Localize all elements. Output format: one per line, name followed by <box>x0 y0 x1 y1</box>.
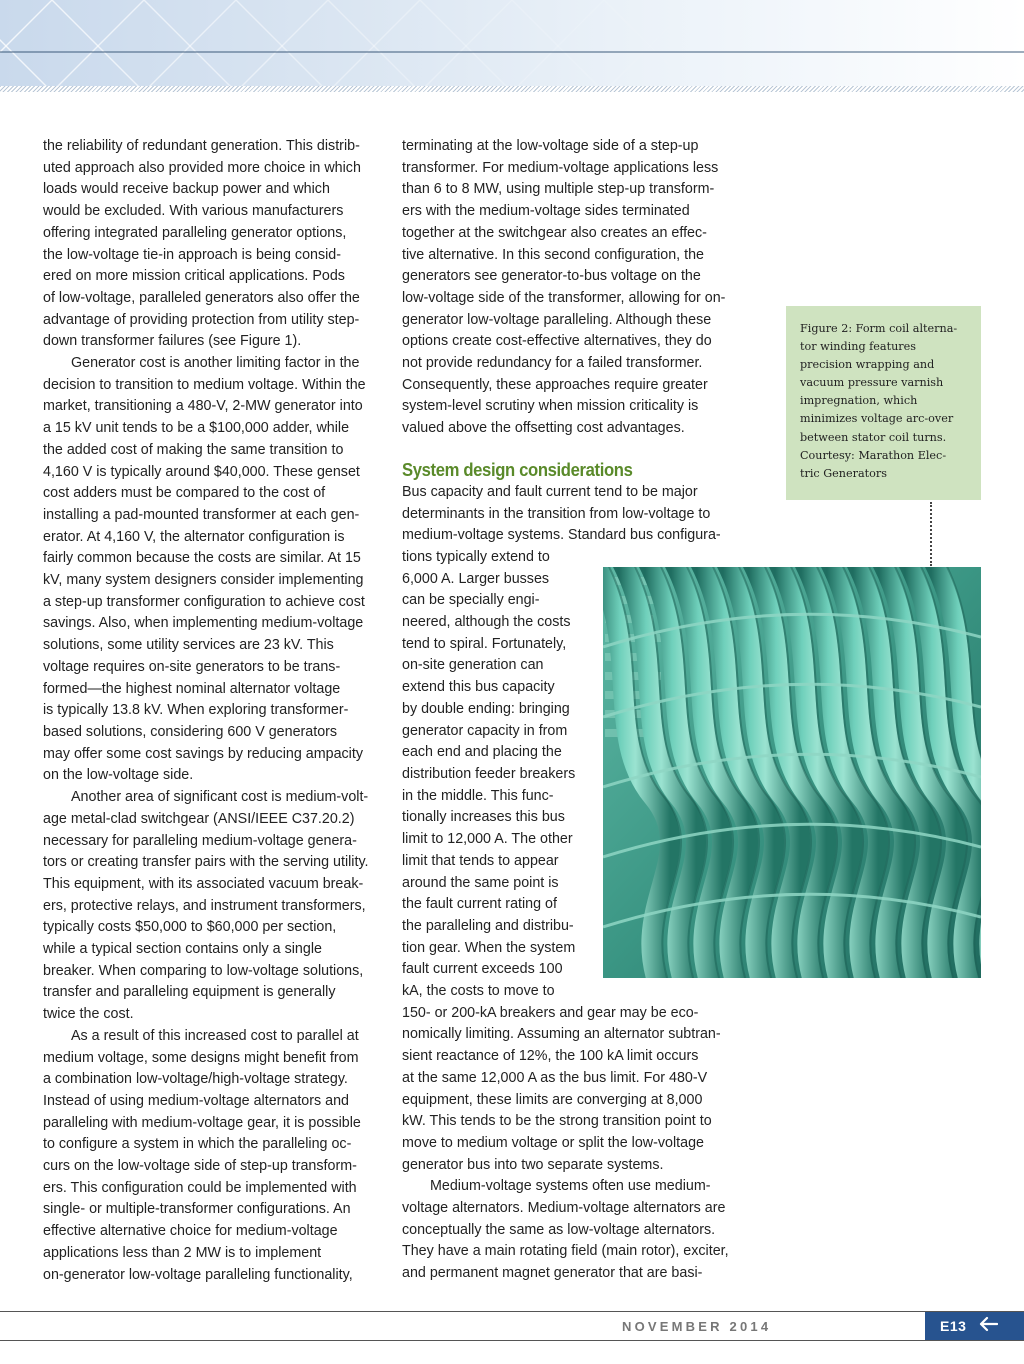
body-text-line: ers. This configuration could be implemented with <box>43 1179 357 1196</box>
body-text-line: transformer. For medium-voltage applications less <box>402 159 719 176</box>
body-text-line: kA, the costs to move to <box>402 983 555 1000</box>
body-text-line: installing a pad-mounted transformer at each gen- <box>43 506 360 523</box>
issue-date: NOVEMBER 2014 <box>622 1319 772 1334</box>
body-text-line: and permanent magnet generator that are basi- <box>402 1265 703 1282</box>
section-heading: System design considerations <box>402 458 633 480</box>
caption-line: minimizes voltage arc-over <box>800 412 954 426</box>
body-text-line: by double ending: bringing <box>402 700 570 717</box>
body-text-line: in the middle. This func- <box>402 787 554 804</box>
body-text-line: solutions, some utility services are 23 kV. This <box>43 637 334 654</box>
arrow-left-icon[interactable] <box>978 1316 998 1337</box>
left-text-column <box>43 136 388 1286</box>
caption-line: tor winding features <box>800 340 916 354</box>
body-text-line: Instead of using medium-voltage alternators and <box>43 1092 349 1109</box>
body-text-line: age metal-clad switchgear (ANSI/IEEE C37.20.2) <box>43 810 355 827</box>
body-text-line: kV, many system designers consider implementing <box>43 572 364 589</box>
body-text-line: generator bus into two separate systems. <box>402 1156 664 1173</box>
body-text-line: tive alternative. In this second configuration, the <box>402 246 705 263</box>
caption-line: impregnation, which <box>800 394 918 408</box>
body-text-line: a step-up transformer configuration to achieve cost <box>43 593 365 610</box>
body-text-line: low-voltage side of the transformer, allowing for on- <box>402 289 726 306</box>
body-text-line: ers, protective relays, and instrument transformers, <box>43 897 366 914</box>
body-text-line: Medium-voltage systems often use medium- <box>430 1178 711 1195</box>
body-text-line: of low-voltage, paralleled generators also offer the <box>43 289 360 306</box>
body-text-line: a 15 kV unit tends to be a $100,000 adder, while <box>43 420 350 437</box>
body-text-line: voltage alternators. Medium-voltage alternators are <box>402 1200 726 1217</box>
body-text-line: generator low-voltage paralleling. Although these <box>402 311 712 328</box>
header-banner <box>0 0 1024 92</box>
body-text-line: ered on more mission critical applications. Pods <box>43 268 345 285</box>
body-text-line: determinants in the transition from low-voltage to <box>402 505 711 522</box>
body-text-line: may offer some cost savings by reducing ampacity <box>43 745 363 762</box>
body-text-line: based solutions, considering 600 V generators <box>43 723 338 740</box>
caption-line: between stator coil turns. <box>800 430 947 444</box>
body-text-line: generators see generator-to-bus voltage on the <box>402 268 701 285</box>
body-text-line: voltage requires on-site generators to be trans- <box>43 658 341 675</box>
banner-pattern <box>0 0 1024 92</box>
body-text-line: fault current exceeds 100 <box>402 961 563 978</box>
body-text-line: fairly common because the costs are similar. At 15 <box>43 550 361 567</box>
body-text-line: 4,160 V is typically around $40,000. These genset <box>43 463 360 480</box>
body-text-line: while a typical section contains only a single <box>43 941 322 958</box>
caption-line: precision wrapping and <box>800 358 935 372</box>
body-text-line: system-level scrutiny when mission criticality is <box>402 398 699 415</box>
body-text-line: offering integrated paralleling generator options, <box>43 224 347 241</box>
body-text-line: limit that tends to appear <box>402 852 559 869</box>
body-text-line: medium-voltage systems. Standard bus configura- <box>402 527 721 544</box>
body-text-line: Consequently, these approaches require greater <box>402 376 708 393</box>
coil-illustration <box>603 567 981 978</box>
body-text-line: generator capacity in from <box>402 722 568 739</box>
body-text-line: extend this bus capacity <box>402 679 555 696</box>
body-text-line: tors or creating transfer pairs with the serving utility. <box>43 854 369 871</box>
body-text-line: necessary for paralleling medium-voltage genera- <box>43 832 357 849</box>
caption-line: vacuum pressure varnish <box>800 376 944 390</box>
body-text-line: loads would receive backup power and which <box>43 181 330 198</box>
body-text-line: on-site generation can <box>402 657 544 674</box>
body-text-line: They have a main rotating field (main rotor), exciter, <box>402 1243 729 1260</box>
body-text-line: tend to spiral. Fortunately, <box>402 635 567 652</box>
body-text-line: erator. At 4,160 V, the alternator configuration is <box>43 528 345 545</box>
body-text-line: tionally increases this bus <box>402 809 565 826</box>
body-text-line: breaker. When comparing to low-voltage solutions, <box>43 962 364 979</box>
body-text-line: single- or multiple-transformer configurations. An <box>43 1201 351 1218</box>
body-text-line: would be excluded. With various manufacturers <box>43 203 344 220</box>
body-text-line: savings. Also, when implementing medium-voltage <box>43 615 364 632</box>
body-text-line: around the same point is <box>402 874 559 891</box>
body-text-line: the added cost of making the same transition to <box>43 441 344 458</box>
body-text-line: can be specially engi- <box>402 592 540 609</box>
body-text-line: together at the switchgear also creates an effec- <box>402 224 707 241</box>
body-text-line: Another area of significant cost is medium-volt- <box>71 789 369 806</box>
caption-leader-line <box>930 502 932 566</box>
body-text-line: market, transitioning a 480-V, 2-MW generator into <box>43 398 363 415</box>
body-text-line: each end and placing the <box>402 744 562 761</box>
body-text-line: on-generator low-voltage paralleling functionality, <box>43 1266 353 1283</box>
body-text-line: the fault current rating of <box>402 896 557 913</box>
body-text-line: the reliability of redundant generation. This distrib- <box>43 138 360 154</box>
body-text-line: nomically limiting. Assuming an alternator subtran- <box>402 1026 721 1043</box>
body-text-line: transfer and paralleling equipment is generally <box>43 984 336 1001</box>
body-text-line: cost adders must be compared to the cost of <box>43 485 326 502</box>
body-text-line: at the same 12,000 A as the bus limit. For 480-V <box>402 1069 708 1086</box>
body-text-line: This equipment, with its associated vacuum break- <box>43 875 364 892</box>
page-number: E13 <box>940 1318 967 1334</box>
body-text-line: uted approach also provided more choice in which <box>43 159 361 176</box>
body-text-line: distribution feeder breakers <box>402 765 576 782</box>
body-text-line: down transformer failures (see Figure 1). <box>43 333 302 350</box>
body-text-line: than 6 to 8 MW, using multiple step-up transform- <box>402 181 715 198</box>
middle-column-top-text <box>402 136 747 440</box>
body-text-line: ers with the medium-voltage sides terminated <box>402 203 690 220</box>
body-text-line: is typically 13.8 kV. When exploring transformer- <box>43 702 349 719</box>
body-text-line: not provide redundancy for a failed transformer. <box>402 355 703 372</box>
body-text-line: curs on the low-voltage side of step-up transform- <box>43 1158 357 1175</box>
caption-line: Figure 2: Form coil alterna- <box>800 322 958 335</box>
body-text-line: formed—the highest nominal alternator voltage <box>43 680 341 697</box>
body-text-line: 6,000 A. Larger busses <box>402 570 550 587</box>
body-text-line: move to medium voltage or split the low-voltage <box>402 1134 704 1151</box>
body-text-line: valued above the offsetting cost advantages. <box>402 420 685 437</box>
body-text-line: tions typically extend to <box>402 548 550 565</box>
body-text-line: kW. This tends to be the strong transition point to <box>402 1113 712 1130</box>
body-text-line: options create cost-effective alternatives, they do <box>402 333 712 350</box>
body-text-line: twice the cost. <box>43 1006 134 1023</box>
body-text-line: neered, although the costs <box>402 614 571 631</box>
body-text-line: paralleling with medium-voltage gear, it is possible <box>43 1114 361 1131</box>
body-text-line: conceptually the same as low-voltage alternators. <box>402 1221 716 1238</box>
footer-rule-top <box>0 1311 1024 1312</box>
stator-coil-photo <box>603 567 981 978</box>
body-text-line: equipment, these limits are converging at 8,000 <box>402 1091 703 1108</box>
caption-line: Courtesy: Marathon Elec- <box>800 448 947 462</box>
body-text-line: a combination low-voltage/high-voltage strategy. <box>43 1071 348 1088</box>
body-text-line: decision to transition to medium voltage. Within the <box>43 376 366 393</box>
body-text-line: typically costs $50,000 to $60,000 per section, <box>43 919 337 936</box>
footer-rule-bottom <box>0 1340 1024 1341</box>
body-text-line: terminating at the low-voltage side of a step-up <box>402 138 699 154</box>
body-text-line: advantage of providing protection from utility step- <box>43 311 360 328</box>
body-text-line: Generator cost is another limiting factor in the <box>71 355 360 372</box>
figure-caption <box>786 306 981 500</box>
caption-line: tric Generators <box>800 466 887 480</box>
body-text-line: the low-voltage tie-in approach is being consid- <box>43 246 342 263</box>
body-text-line: medium voltage, some designs might benefit from <box>43 1049 359 1066</box>
body-text-line: Bus capacity and fault current tend to be major <box>402 483 698 500</box>
body-text-line: limit to 12,000 A. The other <box>402 831 573 848</box>
body-text-line: effective alternative choice for medium-voltage <box>43 1223 338 1240</box>
body-text-line: to configure a system in which the paralleling oc- <box>43 1136 352 1153</box>
body-text-line: tion gear. When the system <box>402 939 576 956</box>
page-number-tab[interactable] <box>925 1312 1024 1340</box>
body-text-line: applications less than 2 MW is to implement <box>43 1244 322 1261</box>
body-text-line: As a result of this increased cost to parallel at <box>71 1027 359 1044</box>
body-text-line: sient reactance of 12%, the 100 kA limit occurs <box>402 1048 699 1065</box>
banner-hatched-rule <box>0 86 1024 92</box>
body-text-line: on the low-voltage side. <box>43 767 194 784</box>
body-text-line: the paralleling and distribu- <box>402 917 574 934</box>
body-text-line: 150- or 200-kA breakers and gear may be eco- <box>402 1004 699 1021</box>
